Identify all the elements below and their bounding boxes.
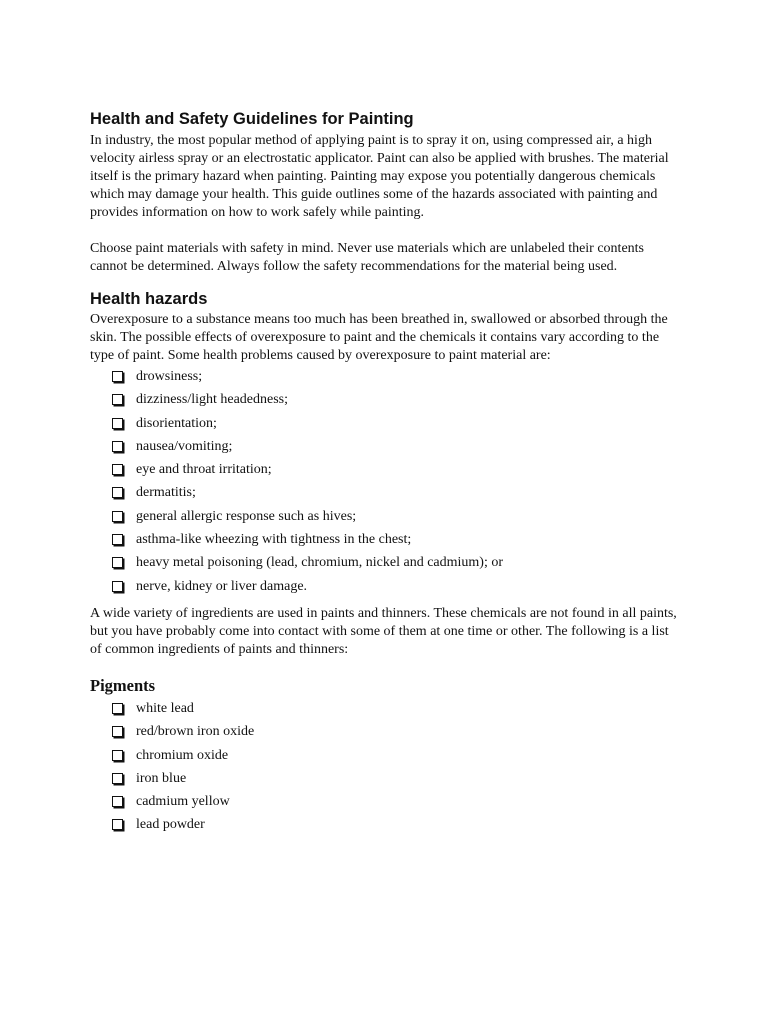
- intro-paragraph: In industry, the most popular method of applying paint is to spray it on, using compressed air, a high velocity airless spray or an electrostatic applicator. Paint can also be applied with brushes. The material itself is the primary hazard when painting. Painting may expose you potentially dangerous chemicals which may damage your health. This guide outlines some of the hazards associated with painting and provides information on how to work safely while painting.: [90, 133, 669, 220]
- list-item: [112, 461, 680, 484]
- checkbox-icon: [112, 581, 123, 592]
- checkbox-icon: [112, 464, 123, 475]
- checkbox-icon: [112, 511, 123, 522]
- list-item-text: nausea/vomiting;: [136, 438, 233, 454]
- list-item: [112, 793, 680, 816]
- ingredients-paragraph: A wide variety of ingredients are used in paints and thinners. These chemicals are not found in all paints, but you have probably come into contact with some of them at one time or other. The following is a list of common ingredients of paints and thinners:: [90, 605, 677, 657]
- list-item-text: dizziness/light headedness;: [136, 392, 289, 408]
- checkbox-icon: [112, 703, 123, 714]
- pigments-heading: Pigments: [90, 675, 156, 695]
- list-item-text: nerve, kidney or liver damage.: [136, 578, 308, 594]
- list-item-text: white lead: [136, 700, 194, 716]
- checkbox-icon: [112, 418, 123, 429]
- list-item: [112, 508, 680, 531]
- checkbox-icon: [112, 796, 123, 807]
- checkbox-icon: [112, 773, 123, 784]
- checkbox-icon: [112, 441, 123, 452]
- list-item: [112, 700, 680, 723]
- page-title: Health and Safety Guidelines for Painting: [90, 110, 414, 128]
- checkbox-icon: [112, 487, 123, 498]
- list-item: [112, 723, 680, 746]
- list-item-text: drowsiness;: [136, 369, 203, 384]
- document-page: [90, 108, 680, 844]
- list-item-text: chromium oxide: [136, 747, 229, 763]
- choose-paragraph: Choose paint materials with safety in mind. Never use materials which are unlabeled their contents cannot be determined. Always follow the safety recommendations for the material being used.: [90, 241, 644, 274]
- list-item: [112, 391, 680, 414]
- health-problems-list: [90, 368, 680, 601]
- list-item: [112, 770, 680, 793]
- list-item: [112, 368, 680, 391]
- list-item-text: cadmium yellow: [136, 794, 230, 810]
- list-item-text: disorientation;: [136, 415, 217, 431]
- health-hazards-heading: Health hazards: [90, 290, 208, 308]
- checkbox-icon: [112, 534, 123, 545]
- list-item-text: asthma-like wheezing with tightness in the chest;: [136, 532, 412, 548]
- list-item: [112, 484, 680, 507]
- list-item: [112, 747, 680, 770]
- list-item-text: red/brown iron oxide: [136, 724, 255, 740]
- list-item-text: eye and throat irritation;: [136, 462, 272, 478]
- list-item: [112, 554, 680, 577]
- list-item-text: iron blue: [136, 770, 187, 786]
- checkbox-icon: [112, 557, 123, 568]
- checkbox-icon: [112, 394, 123, 405]
- checkbox-icon: [112, 726, 123, 737]
- list-item: [112, 438, 680, 461]
- checkbox-icon: [112, 750, 123, 761]
- checkbox-icon: [112, 819, 123, 830]
- list-item-text: heavy metal poisoning (lead, chromium, nickel and cadmium); or: [136, 555, 504, 571]
- list-item: [112, 816, 680, 839]
- list-item: [112, 531, 680, 554]
- pigments-list: [90, 700, 680, 840]
- list-item: [112, 578, 680, 601]
- list-item-text: dermatitis;: [136, 485, 196, 501]
- list-item-text: general allergic response such as hives;: [136, 508, 357, 524]
- health-hazards-paragraph: Overexposure to a substance means too much has been breathed in, swallowed or absorbed through the skin. The possible effects of overexposure to paint and the chemicals it contains vary according to the type of paint. Some health problems caused by overexposure to paint material are:: [90, 312, 668, 363]
- checkbox-icon: [112, 371, 123, 382]
- list-item: [112, 415, 680, 438]
- list-item-text: lead powder: [136, 817, 205, 833]
